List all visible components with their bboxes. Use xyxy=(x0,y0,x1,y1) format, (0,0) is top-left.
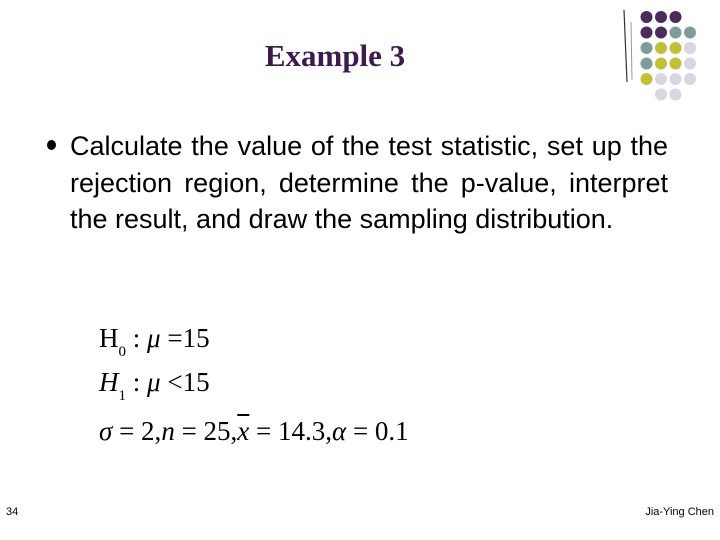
author-name: Jia-Ying Chen xyxy=(645,506,714,518)
decorative-dot xyxy=(670,58,682,70)
n-value: = 25, xyxy=(181,416,238,446)
h0-operator: = xyxy=(167,323,183,353)
decorative-dot xyxy=(670,73,682,85)
h0-symbol: H xyxy=(99,323,119,353)
null-hypothesis xyxy=(99,323,210,358)
h0-param: μ xyxy=(147,323,161,353)
decorative-dot xyxy=(641,73,653,85)
alpha-value: = 0.1 xyxy=(352,416,409,446)
h0-value: 15 xyxy=(182,323,210,353)
decorative-dot xyxy=(641,58,653,70)
decorative-dot xyxy=(655,58,667,70)
given-values xyxy=(99,416,409,446)
h1-operator: < xyxy=(167,367,183,397)
decorative-dot xyxy=(684,73,696,85)
sigma-value: = 2, xyxy=(119,416,162,446)
h1-value: 15 xyxy=(182,367,210,397)
decorative-dot xyxy=(670,42,682,54)
decorative-dot-grid xyxy=(600,0,720,120)
decorative-dot xyxy=(670,89,682,101)
decorative-dot xyxy=(684,42,696,54)
n-symbol: n xyxy=(161,416,175,446)
decorative-dot xyxy=(655,27,667,39)
sigma-symbol: σ xyxy=(99,416,113,446)
decorative-dot xyxy=(655,11,667,23)
alternative-hypothesis xyxy=(99,367,210,402)
xbar-symbol: $\overline{x}$ xyxy=(237,416,250,446)
decorative-dot xyxy=(670,11,682,23)
h1-colon: : xyxy=(132,367,141,397)
page-number: 34 xyxy=(6,506,19,518)
bullet-item xyxy=(46,128,668,238)
h1-subscript: 1 xyxy=(118,388,126,404)
decorative-dot xyxy=(655,42,667,54)
h1-param: μ xyxy=(147,367,161,397)
decorative-dot xyxy=(655,73,667,85)
bullet-text: Calculate the value of the test statistic, set up the rejection region, determine the p-value, interpret the result, and draw the sampling distribution. xyxy=(70,131,668,234)
decorative-dot xyxy=(641,42,653,54)
decorative-dot xyxy=(641,27,653,39)
decorative-dot xyxy=(684,58,696,70)
h1-symbol: H xyxy=(99,367,119,397)
h0-subscript: 0 xyxy=(118,344,126,360)
slide-title: Example 3 xyxy=(264,38,406,73)
decorative-dot xyxy=(641,11,653,23)
decorative-dot xyxy=(655,89,667,101)
decorative-dot xyxy=(670,27,682,39)
bullet-marker-icon xyxy=(47,140,56,150)
xbar-value: = 14.3, xyxy=(256,416,333,446)
h0-colon: : xyxy=(132,323,141,353)
decorative-dot xyxy=(684,27,696,39)
alpha-symbol: α xyxy=(332,416,347,446)
